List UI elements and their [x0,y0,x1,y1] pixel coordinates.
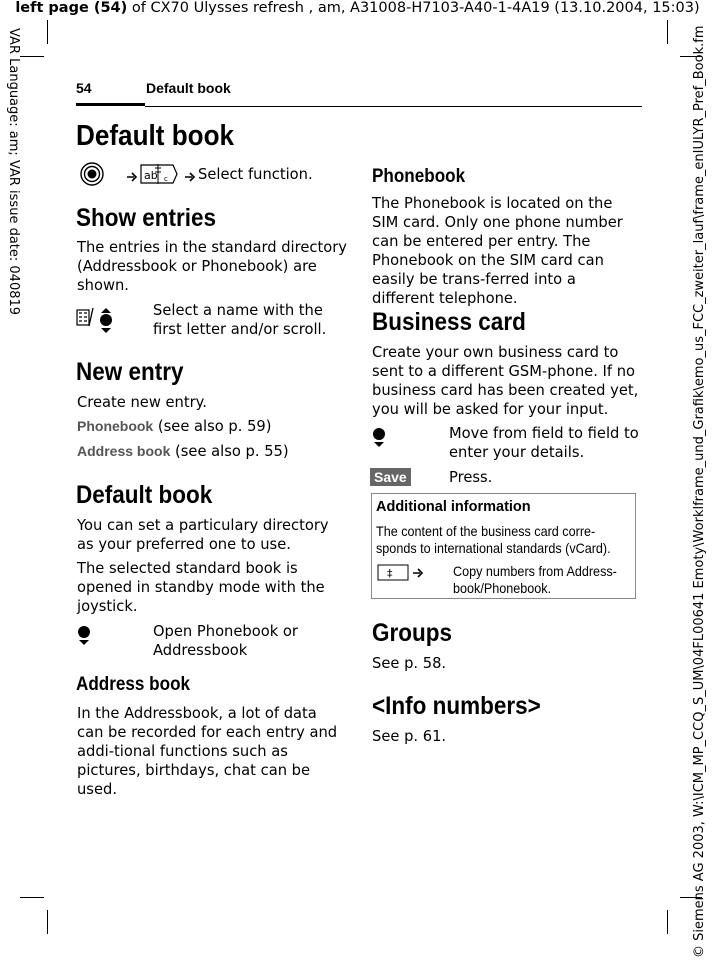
copy-key-icon [377,564,437,587]
business-card-step-2: Press. [449,469,493,486]
show-entries-step: Select a name with the first letter and/or scroll. [153,302,327,338]
business-card-step-1: Move from field to field to enter your details. [449,425,639,461]
joystick-down-icon [372,427,386,453]
phonebook-icon [139,162,179,190]
crop-mark [47,910,48,934]
slug-page: left page (54) [15,0,128,16]
phonebook-heading: Phonebook [372,166,466,187]
default-book-heading: Default book [76,481,213,509]
keypad-scroll-icon [75,304,123,340]
print-slug [0,0,715,17]
default-book-body-2: The selected standard book is opened in standby mode with the joystick. [77,560,325,615]
joystick-down-icon [77,625,91,651]
save-softkey-label: Save [370,468,411,486]
info-numbers-body: See p. 61. [372,728,447,745]
business-card-heading: Business card [372,308,526,336]
groups-heading: Groups [372,619,453,647]
nav-instruction: Select function. [198,166,313,183]
addressbook-ref-line [77,442,347,461]
language-margin-note: VAR Language: am; VAR issue date: 040819 [6,28,21,316]
info-numbers-heading: <Info numbers> [372,692,541,720]
groups-body: See p. 58. [372,655,447,672]
default-book-step: Open Phonebook or Addressbook [153,623,298,659]
joystick-icon [80,162,104,190]
show-entries-body: The entries in the standard directory (Addressbook or Phonebook) are shown. [77,239,347,294]
svg-text:‡: ‡ [387,567,393,580]
new-entry-heading: New entry [76,358,184,386]
crop-mark [47,20,48,44]
phonebook-body: The Phonebook is located on the SIM card. Only one phone number can be entered per entry. The Phonebook on the SIM card can easily be trans-ferred into a different telephone. [372,195,623,307]
address-book-heading: Address book [76,674,191,695]
info-box-copy-text: Copy numbers from Address-book/Phonebook. [453,563,617,596]
svg-text:ab: ab [144,169,158,182]
show-entries-heading: Show entries [76,204,217,232]
page-number: 54 [76,80,92,96]
save-softkey[interactable] [370,467,411,486]
info-box-text: The content of the business card corre-sponds to international standards (vCard). [376,523,611,556]
additional-info-box [371,493,636,599]
default-book-body-1: You can set a particulary directory as your preferred one to use. [77,517,329,553]
phonebook-menu-label: Phonebook [77,418,154,434]
copyright-margin-note: © Siemens AG 2003, W:\ICM_MP_CCQ_S_UM\04FL00641 Emoty\Worklframe_und_Grafik\emo_us_FCC_zweiter_lauf\frame_enIULYR_Pref_Book.fm [692,25,707,958]
address-book-body: In the Addressbook, a lot of data can be recorded for each entry and addi-tional functions such as pictures, birthdays, chat can be used. [77,705,338,798]
phonebook-page-ref: (see also p. 59) [153,418,272,435]
info-box-title: Additional information [376,499,531,515]
addressbook-menu-label: Address book [77,443,171,459]
phonebook-ref-line [77,417,347,436]
crop-mark [20,897,44,898]
business-card-body: Create your own business card to sent to a different GSM-phone. If no business card has been created yet, you will be asked for your input. [372,344,639,418]
slug-details: of CX70 Ulysses refresh , am, A31008-H7103-A40-1-4A19 (13.10.2004, 15:03) [127,0,700,16]
header-bar [76,103,145,106]
crop-mark [667,20,668,44]
new-entry-body: Create new entry. [77,394,207,411]
addressbook-page-ref: (see also p. 55) [170,443,289,460]
svg-text:c: c [164,175,168,183]
page-title: Default book [76,120,235,152]
header-rule [145,106,642,107]
arrow-icon [184,168,196,187]
running-head: Default book [146,80,231,96]
arrow-icon [126,168,138,187]
crop-mark [20,56,44,57]
crop-mark [667,910,668,934]
